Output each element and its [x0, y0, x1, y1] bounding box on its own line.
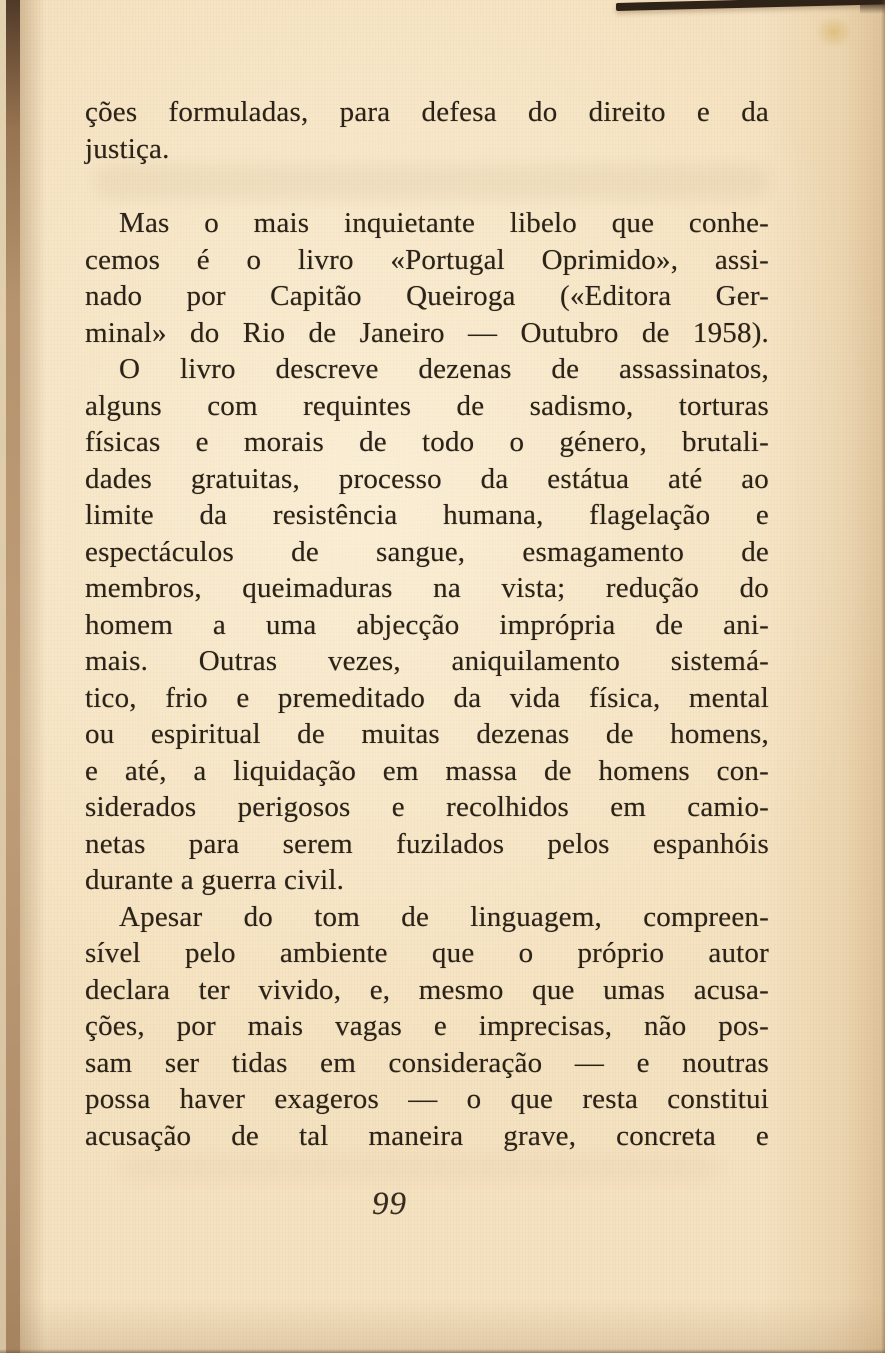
show-through-smudge [120, 1155, 720, 1181]
text-line: ções formuladas, para defesa do direito e da [85, 96, 769, 128]
text-line: cemos é o livro «Portugal Oprimido», assi- [85, 243, 769, 276]
text-line: ções, por mais vagas e imprecisas, não pos- [85, 1010, 769, 1042]
text-line: membros, queimaduras na vista; redução do [85, 572, 769, 604]
text-line: O livro descreve dezenas de assassinatos, [119, 353, 769, 385]
text-line: ou espiritual de muitas dezenas de homens, [85, 718, 769, 750]
text-line: homem a uma abjecção imprópria de ani- [85, 608, 769, 641]
text-line: alguns com requintes de sadismo, torturas [85, 389, 769, 422]
text-line: físicas e morais de todo o género, brutali- [85, 426, 769, 458]
paragraph [85, 205, 769, 351]
text-line: Apesar do tom de linguagem, compreen- [119, 900, 769, 933]
text-line: nado por Capitão Queiroga («Editora Ger- [85, 280, 769, 312]
text-line: durante a guerra civil. [85, 864, 345, 896]
text-line: dades gratuitas, processo da estátua até ao [85, 462, 769, 495]
page-number: 99 [372, 1186, 407, 1222]
gutter-shadow-fade [20, 0, 46, 1353]
text-line: siderados perigosos e recolhidos em camio- [85, 791, 769, 823]
text-line: acusação de tal maneira grave, concreta e [85, 1119, 769, 1152]
right-page-edge [881, 0, 885, 1353]
text-line: limite da resistência humana, flagelação e [85, 499, 769, 531]
text-block [85, 94, 769, 1154]
text-line: netas para serem fuzilados pelos espanhóis [85, 827, 769, 860]
text-line: justiça. [85, 132, 170, 165]
text-line: possa haver exageros — o que resta constitui [85, 1083, 769, 1115]
text-line: espectáculos de sangue, esmagamento de [85, 535, 769, 568]
text-line: declara ter vivido, e, mesmo que umas acusa- [85, 973, 769, 1006]
bottom-page-edge [0, 1349, 885, 1353]
text-line: sível pelo ambiente que o próprio autor [85, 937, 769, 969]
text-line: e até, a liquidação em massa de homens con- [85, 754, 769, 787]
text-line: tico, frio e premeditado da vida física, mental [85, 681, 769, 714]
paragraph [85, 351, 769, 899]
text-line: Mas o mais inquietante libelo que conhe- [119, 207, 769, 239]
text-line: minal» do Rio de Janeiro — Outubro de 1958). [85, 316, 769, 349]
paragraph [85, 899, 769, 1155]
text-line: sam ser tidas em consideração — e noutras [85, 1046, 769, 1079]
paper-stain [808, 10, 860, 54]
gutter-shadow [6, 0, 20, 1353]
text-line: mais. Outras vezes, aniquilamento sistemá- [85, 645, 769, 677]
paragraph [85, 94, 769, 167]
